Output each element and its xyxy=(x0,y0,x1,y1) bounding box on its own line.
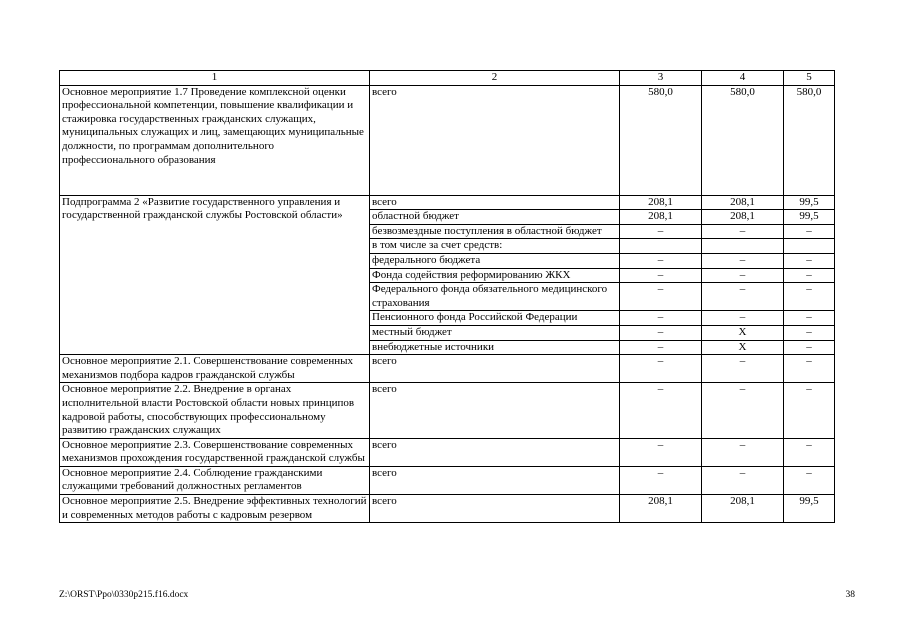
value-col4: 208,1 xyxy=(702,495,784,523)
table-row xyxy=(60,85,835,195)
header-row xyxy=(60,71,835,86)
table-row xyxy=(60,495,835,523)
value-col5: 99,5 xyxy=(784,210,835,225)
value-col3: – xyxy=(620,253,702,268)
activity-name: Основное мероприятие 2.1. Совершенствование современных механизмов подбора кадров гражданской службы xyxy=(60,355,370,383)
value-col3: – xyxy=(620,355,702,383)
table-row xyxy=(60,438,835,466)
funding-source: всего xyxy=(370,85,620,195)
funding-source: всего xyxy=(370,355,620,383)
value-col5: – xyxy=(784,438,835,466)
funding-source: Федерального фонда обязательного медицинского страхования xyxy=(370,283,620,311)
value-col3: – xyxy=(620,438,702,466)
value-col5: – xyxy=(784,224,835,239)
funding-source: внебюджетные источники xyxy=(370,340,620,355)
value-col5: – xyxy=(784,383,835,438)
header-cell: 5 xyxy=(784,71,835,86)
value-col4: – xyxy=(702,466,784,494)
funding-source: безвозмездные поступления в областной бюджет xyxy=(370,224,620,239)
activity-name: Подпрограмма 2 «Развитие государственного управления и государственной гражданской службы Ростовской области» xyxy=(60,195,370,355)
activity-name: Основное мероприятие 2.2. Внедрение в органах исполнительной власти Ростовской области новых принципов кадровой работы, способствующих профессиональному развитию гражданских служащих xyxy=(60,383,370,438)
value-col4: – xyxy=(702,224,784,239)
value-col4: – xyxy=(702,283,784,311)
value-col3: 208,1 xyxy=(620,195,702,210)
funding-source: Пенсионного фонда Российской Федерации xyxy=(370,311,620,326)
funding-source: всего xyxy=(370,195,620,210)
activity-name: Основное мероприятие 2.3. Совершенствование современных механизмов прохождения государственной гражданской службы xyxy=(60,438,370,466)
table-row xyxy=(60,355,835,383)
funding-source: в том числе за счет средств: xyxy=(370,239,620,254)
value-col4: – xyxy=(702,311,784,326)
value-col3 xyxy=(620,239,702,254)
funding-source: федерального бюджета xyxy=(370,253,620,268)
value-col4 xyxy=(702,239,784,254)
value-col3: – xyxy=(620,283,702,311)
value-col5: 99,5 xyxy=(784,495,835,523)
funding-source: всего xyxy=(370,438,620,466)
value-col4: Х xyxy=(702,340,784,355)
value-col4: 580,0 xyxy=(702,85,784,195)
page-number: 38 xyxy=(845,590,855,600)
value-col4: – xyxy=(702,268,784,283)
table-row xyxy=(60,383,835,438)
table-row xyxy=(60,466,835,494)
value-col5: – xyxy=(784,466,835,494)
value-col3: – xyxy=(620,340,702,355)
value-col5: – xyxy=(784,325,835,340)
value-col4: – xyxy=(702,355,784,383)
header-cell: 3 xyxy=(620,71,702,86)
value-col5: 580,0 xyxy=(784,85,835,195)
funding-source: всего xyxy=(370,495,620,523)
value-col4: Х xyxy=(702,325,784,340)
activity-name: Основное мероприятие 2.5. Внедрение эффективных технологий и современных методов работы с кадровым резервом xyxy=(60,495,370,523)
header-cell: 4 xyxy=(702,71,784,86)
budget-table xyxy=(59,70,835,523)
value-col3: – xyxy=(620,325,702,340)
value-col5: – xyxy=(784,311,835,326)
funding-source: Фонда содействия реформированию ЖКХ xyxy=(370,268,620,283)
activity-name: Основное мероприятие 2.4. Соблюдение гражданскими служащими требований должностных регламентов xyxy=(60,466,370,494)
table-row xyxy=(60,195,835,210)
value-col3: 208,1 xyxy=(620,495,702,523)
value-col3: – xyxy=(620,268,702,283)
value-col5: 99,5 xyxy=(784,195,835,210)
value-col5: – xyxy=(784,268,835,283)
value-col4: 208,1 xyxy=(702,210,784,225)
value-col3: – xyxy=(620,466,702,494)
value-col3: – xyxy=(620,311,702,326)
activity-name: Основное мероприятие 1.7 Проведение комплексной оценки профессиональной компетенции, повышение квалификации и стажировка государственных гражданских служащих, муниципальных служащих и лиц, замещающих муниципальные должности, по программам дополнительного профессионального образования xyxy=(60,85,370,195)
value-col3: 580,0 xyxy=(620,85,702,195)
value-col3: 208,1 xyxy=(620,210,702,225)
value-col5: – xyxy=(784,253,835,268)
value-col5: – xyxy=(784,340,835,355)
value-col4: – xyxy=(702,438,784,466)
value-col3: – xyxy=(620,383,702,438)
funding-source: местный бюджет xyxy=(370,325,620,340)
funding-source: всего xyxy=(370,466,620,494)
funding-source: областной бюджет xyxy=(370,210,620,225)
document-path: Z:\ORST\Ppo\0330p215.f16.docx xyxy=(59,590,189,600)
value-col4: – xyxy=(702,253,784,268)
header-cell: 2 xyxy=(370,71,620,86)
value-col4: – xyxy=(702,383,784,438)
value-col5: – xyxy=(784,355,835,383)
value-col3: – xyxy=(620,224,702,239)
value-col5 xyxy=(784,239,835,254)
header-cell: 1 xyxy=(60,71,370,86)
value-col4: 208,1 xyxy=(702,195,784,210)
funding-source: всего xyxy=(370,383,620,438)
value-col5: – xyxy=(784,283,835,311)
